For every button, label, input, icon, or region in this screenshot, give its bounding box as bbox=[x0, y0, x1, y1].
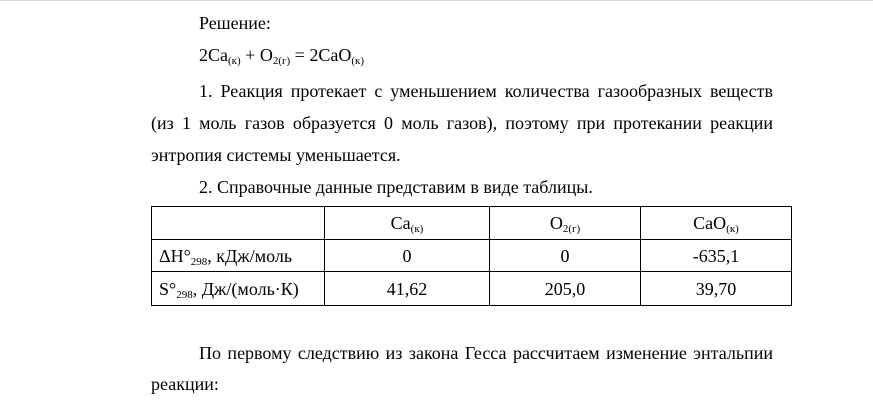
table-header-ca: $Ca_{(к)}$ bbox=[325, 207, 490, 240]
table-row bbox=[152, 240, 792, 272]
equation-sub-ca: (к) bbox=[228, 55, 241, 67]
equation-part-o2: + O bbox=[240, 45, 273, 65]
reaction-equation bbox=[199, 44, 364, 66]
reference-data-table bbox=[151, 206, 792, 306]
hess-paragraph-line1: По первому следствию из закона Гесса рассчитаем изменение энтальпии bbox=[199, 343, 773, 363]
table-cell: 39,70 bbox=[641, 272, 792, 306]
point1-line3: энтропия системы уменьшается. bbox=[151, 145, 401, 165]
solution-heading: Решение: bbox=[199, 13, 271, 33]
equation-part-cao: = 2CaO bbox=[290, 45, 352, 65]
table-cell: 41,62 bbox=[325, 272, 490, 306]
point2-text: 2. Справочные данные представим в виде таблицы. bbox=[199, 177, 593, 197]
table-row-label-entropy: $S^\circ_{298}$, Дж/(моль·К) bbox=[152, 272, 325, 306]
table-row bbox=[152, 272, 792, 306]
table-header-cao: CaO$_{(к)}$ bbox=[641, 207, 792, 240]
table-cell: 205,0 bbox=[490, 272, 641, 306]
table-cell: 0 bbox=[325, 240, 490, 272]
table-cell: -635,1 bbox=[641, 240, 792, 272]
equation-sub-cao: (к) bbox=[351, 55, 364, 67]
table-row-label-enthalpy: $\Delta H^\circ_{298}$, кДж/моль bbox=[152, 240, 325, 272]
table-header-empty bbox=[152, 207, 325, 240]
equation-part-ca: 2Ca bbox=[199, 45, 228, 65]
table-header-row bbox=[152, 207, 792, 240]
hess-paragraph-line2: реакции: bbox=[151, 374, 219, 394]
equation-sub-o2: 2(г) bbox=[272, 55, 291, 67]
point1-line2: (из 1 моль газов образуется 0 моль газов), поэтому при протекании реакции bbox=[151, 113, 773, 133]
table-cell: 0 bbox=[490, 240, 641, 272]
table-header-o2: $O_{2(г)}$ bbox=[490, 207, 641, 240]
point1-line1: 1. Реакция протекает с уменьшением количества газообразных веществ bbox=[199, 81, 773, 101]
page-top-border bbox=[0, 0, 873, 1]
